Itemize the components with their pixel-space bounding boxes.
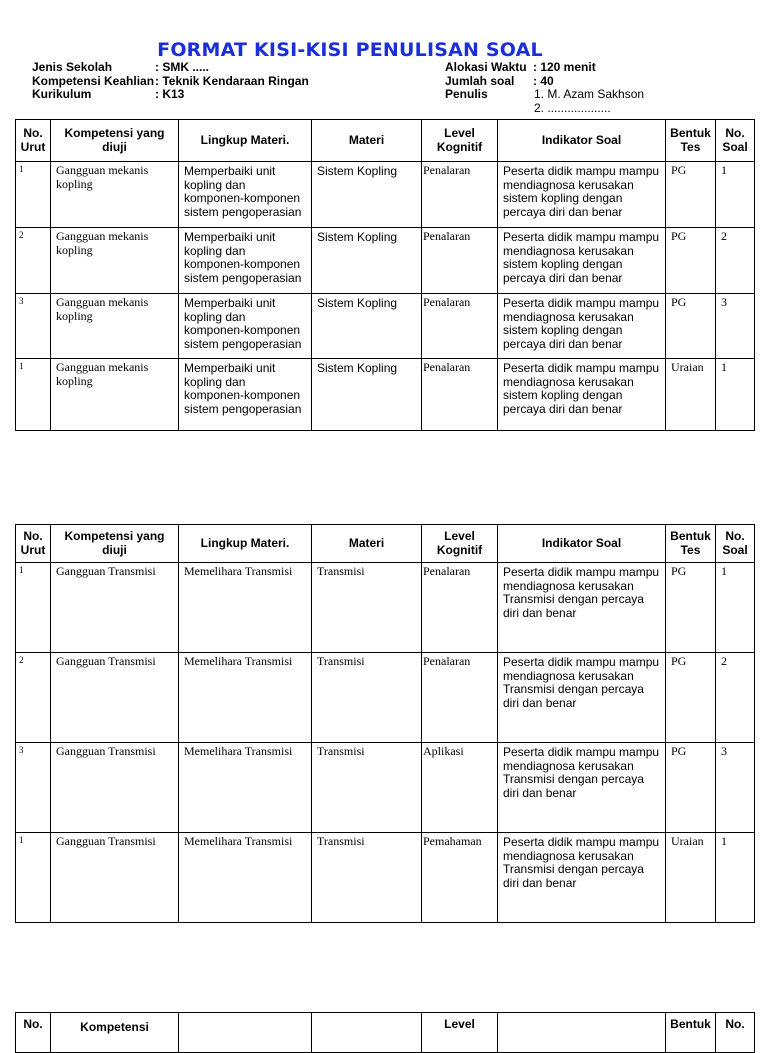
cell-level: Pemahaman [422, 833, 498, 923]
cell-lingkup: Memelihara Transmisi [179, 563, 312, 653]
penulis-1: 1. M. Azam Sakhson [534, 87, 645, 101]
cell-kompetensi: Gangguan mekanis kopling [51, 359, 179, 431]
alokasi-waktu-label: Alokasi Waktu [445, 60, 527, 74]
document-title: FORMAT KISI-KISI PENULISAN SOAL [157, 39, 543, 61]
cell-lingkup: Memperbaiki unit kopling dan komponen-komponen sistem pengoperasian [179, 228, 312, 294]
cell-bentuk: PG [666, 162, 716, 228]
cell-no-urut: 2 [16, 228, 51, 294]
cell-kompetensi: Gangguan mekanis kopling [51, 162, 179, 228]
cell-no-urut: 1 [16, 833, 51, 923]
cell-kompetensi: Gangguan Transmisi [51, 743, 179, 833]
alokasi-waktu-value: : 120 menit [533, 60, 596, 74]
cell-bentuk: Uraian [666, 833, 716, 923]
kurikulum-label: Kurikulum [32, 87, 92, 101]
cell-level: Penalaran [422, 162, 498, 228]
cell-lingkup: Memelihara Transmisi [179, 743, 312, 833]
cell-materi: Transmisi [312, 833, 422, 923]
cell-materi: Sistem Kopling [312, 359, 422, 431]
cell-materi: Sistem Kopling [312, 162, 422, 228]
cell-no-soal: 1 [716, 833, 755, 923]
cell-no-soal: 1 [716, 359, 755, 431]
cell-level: Penalaran [422, 653, 498, 743]
header-kompetensi: Kompetensi [51, 1013, 179, 1053]
cell-no-urut: 3 [16, 294, 51, 359]
cell-bentuk: PG [666, 563, 716, 653]
cell-kompetensi: Gangguan mekanis kopling [51, 294, 179, 359]
header-level-kognitif: Level Kognitif [422, 120, 498, 162]
header-no-urut: No. [16, 1013, 51, 1053]
header-materi [312, 1013, 422, 1053]
cell-indikator: Peserta didik mampu mampu mendiagnosa kerusakan sistem kopling dengan percaya diri dan benar [498, 228, 666, 294]
header-lingkup-materi: Lingkup Materi. [179, 525, 312, 563]
jumlah-soal-label: Jumlah soal [445, 73, 515, 88]
header-no-urut: No. Urut [16, 525, 51, 563]
header-bentuk-tes: Bentuk [666, 1013, 716, 1053]
cell-lingkup: Memperbaiki unit kopling dan komponen-komponen sistem pengoperasian [179, 359, 312, 431]
cell-no-urut: 3 [16, 743, 51, 833]
cell-level: Aplikasi [422, 743, 498, 833]
header-no-soal: No. Soal [716, 525, 755, 563]
cell-lingkup: Memperbaiki unit kopling dan komponen-komponen sistem pengoperasian [179, 294, 312, 359]
cell-kompetensi: Gangguan mekanis kopling [51, 228, 179, 294]
cell-materi: Transmisi [312, 653, 422, 743]
cell-kompetensi: Gangguan Transmisi [51, 833, 179, 923]
cell-level: Penalaran [422, 563, 498, 653]
cell-lingkup: Memperbaiki unit kopling dan komponen-komponen sistem pengoperasian [179, 162, 312, 228]
cell-no-soal: 1 [716, 162, 755, 228]
cell-indikator: Peserta didik mampu mampu mendiagnosa kerusakan Transmisi dengan percaya diri dan benar [498, 743, 666, 833]
cell-level: Penalaran [422, 359, 498, 431]
kisi-kisi-table-partial [15, 1012, 755, 1053]
table-row [16, 833, 755, 923]
penulis-2: 2. ................... [534, 100, 611, 115]
header-materi: Materi [312, 120, 422, 162]
cell-indikator: Peserta didik mampu mampu mendiagnosa kerusakan Transmisi dengan percaya diri dan benar [498, 563, 666, 653]
header-bentuk-tes: Bentuk Tes [666, 525, 716, 563]
cell-indikator: Peserta didik mampu mampu mendiagnosa kerusakan sistem kopling dengan percaya diri dan benar [498, 294, 666, 359]
cell-materi: Transmisi [312, 563, 422, 653]
table-header-row [16, 120, 755, 162]
header-bentuk-tes: Bentuk Tes [666, 120, 716, 162]
cell-bentuk: PG [666, 294, 716, 359]
header-kompetensi: Kompetensi yang diuji [51, 120, 179, 162]
cell-bentuk: PG [666, 228, 716, 294]
header-kompetensi: Kompetensi yang diuji [51, 525, 179, 563]
header-no-soal: No. [716, 1013, 755, 1053]
header-lingkup-materi: Lingkup Materi. [179, 120, 312, 162]
cell-lingkup: Memelihara Transmisi [179, 833, 312, 923]
table-row [16, 359, 755, 431]
cell-materi: Sistem Kopling [312, 294, 422, 359]
cell-indikator: Peserta didik mampu mampu mendiagnosa kerusakan Transmisi dengan percaya diri dan benar [498, 833, 666, 923]
kompetensi-keahlian-label: Kompetensi Keahlian [32, 73, 155, 88]
kisi-kisi-table-transmisi [15, 524, 755, 923]
cell-no-soal: 2 [716, 653, 755, 743]
header-no-soal: No. Soal [716, 120, 755, 162]
header-materi: Materi [312, 525, 422, 563]
cell-level: Penalaran [422, 228, 498, 294]
table-row [16, 294, 755, 359]
cell-lingkup: Memelihara Transmisi [179, 653, 312, 743]
cell-bentuk: Uraian [666, 359, 716, 431]
jumlah-soal-value: : 40 [533, 73, 554, 88]
table-row [16, 653, 755, 743]
cell-no-urut: 1 [16, 162, 51, 228]
table-row [16, 743, 755, 833]
cell-level: Penalaran [422, 294, 498, 359]
header-level-kognitif: Level Kognitif [422, 525, 498, 563]
cell-no-urut: 2 [16, 653, 51, 743]
table-row [16, 563, 755, 653]
kompetensi-keahlian-value: : Teknik Kendaraan Ringan [155, 73, 309, 88]
header-indikator-soal: Indikator Soal [498, 120, 666, 162]
jenis-sekolah-label: Jenis Sekolah [32, 60, 113, 74]
penulis-label: Penulis [445, 87, 488, 101]
cell-materi: Transmisi [312, 743, 422, 833]
cell-no-soal: 1 [716, 563, 755, 653]
cell-materi: Sistem Kopling [312, 228, 422, 294]
table-row [16, 162, 755, 228]
table-header-row [16, 525, 755, 563]
cell-no-soal: 2 [716, 228, 755, 294]
cell-indikator: Peserta didik mampu mampu mendiagnosa kerusakan Transmisi dengan percaya diri dan benar [498, 653, 666, 743]
cell-bentuk: PG [666, 743, 716, 833]
header-indikator-soal: Indikator Soal [498, 525, 666, 563]
cell-bentuk: PG [666, 653, 716, 743]
kisi-kisi-table-kopling [15, 119, 755, 431]
cell-no-soal: 3 [716, 743, 755, 833]
cell-kompetensi: Gangguan Transmisi [51, 653, 179, 743]
header-indikator-soal [498, 1013, 666, 1053]
cell-kompetensi: Gangguan Transmisi [51, 563, 179, 653]
table-row [16, 228, 755, 294]
cell-indikator: Peserta didik mampu mampu mendiagnosa kerusakan sistem kopling dengan percaya diri dan benar [498, 359, 666, 431]
cell-no-soal: 3 [716, 294, 755, 359]
jenis-sekolah-value: : SMK ..... [155, 60, 209, 74]
cell-no-urut: 1 [16, 563, 51, 653]
header-lingkup-materi [179, 1013, 312, 1053]
cell-indikator: Peserta didik mampu mampu mendiagnosa kerusakan sistem kopling dengan percaya diri dan benar [498, 162, 666, 228]
table-header-row [16, 1013, 755, 1053]
header-no-urut: No. Urut [16, 120, 51, 162]
kurikulum-value: : K13 [155, 87, 185, 101]
header-level-kognitif: Level [422, 1013, 498, 1053]
cell-no-urut: 1 [16, 359, 51, 431]
